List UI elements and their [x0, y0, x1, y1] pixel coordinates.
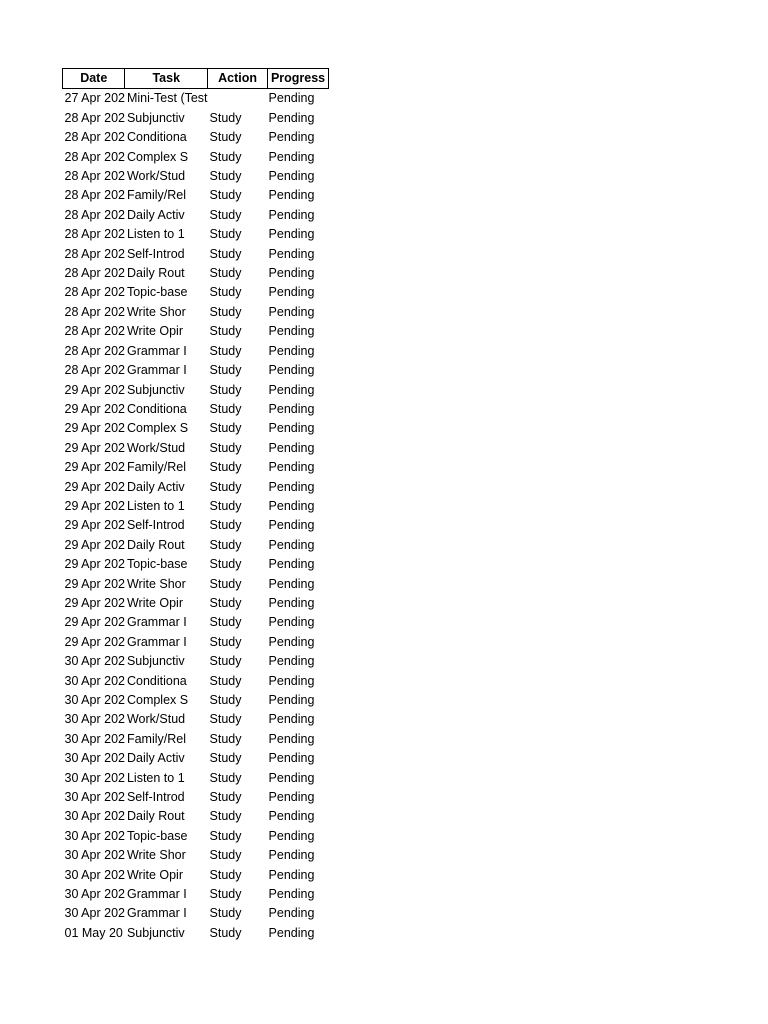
- cell-task[interactable]: Subjunctiv: [126, 925, 185, 940]
- cell-date[interactable]: 28 Apr 202: [64, 188, 125, 203]
- cell-date[interactable]: 30 Apr 202: [64, 731, 125, 746]
- cell-date[interactable]: 28 Apr 202: [64, 207, 125, 222]
- cell-date[interactable]: 30 Apr 202: [64, 654, 125, 669]
- cell-date[interactable]: 29 Apr 202: [64, 479, 125, 494]
- cell-action[interactable]: Study: [209, 207, 242, 222]
- cell-progress[interactable]: Pending: [268, 712, 315, 727]
- cell-progress[interactable]: Pending: [268, 207, 315, 222]
- cell-date[interactable]: 29 Apr 202: [64, 421, 125, 436]
- cell-task[interactable]: Subjunctiv: [126, 110, 185, 125]
- cell-task[interactable]: Conditiona: [126, 401, 187, 416]
- cell-date[interactable]: 28 Apr 202: [64, 130, 125, 145]
- table-row: [63, 245, 329, 264]
- table-row: [63, 89, 329, 109]
- cell-action[interactable]: Study: [209, 401, 242, 416]
- cell-task[interactable]: Complex S: [126, 421, 189, 436]
- cell-date[interactable]: 30 Apr 202: [64, 848, 125, 863]
- cell-task[interactable]: Daily Rout: [126, 537, 185, 552]
- cell-progress[interactable]: Pending: [268, 731, 315, 746]
- cell-progress[interactable]: Pending: [268, 634, 315, 649]
- table-row: [63, 827, 329, 846]
- cell-progress[interactable]: Pending: [268, 809, 315, 824]
- header-action: Action: [208, 69, 268, 89]
- cell-progress[interactable]: Pending: [268, 188, 315, 203]
- cell-action[interactable]: Study: [209, 479, 242, 494]
- table-row: [63, 283, 329, 302]
- cell-progress[interactable]: Pending: [268, 498, 315, 513]
- cell-progress[interactable]: Pending: [268, 401, 315, 416]
- table-row: [63, 186, 329, 205]
- cell-progress[interactable]: Pending: [268, 848, 315, 863]
- cell-action[interactable]: [208, 89, 268, 109]
- cell-action[interactable]: Study: [209, 227, 242, 242]
- cell-date[interactable]: 30 Apr 202: [64, 906, 125, 921]
- cell-task[interactable]: Family/Rel: [126, 188, 187, 203]
- table-body: [63, 89, 329, 943]
- cell-progress[interactable]: Pending: [268, 382, 315, 397]
- cell-date[interactable]: 28 Apr 202: [64, 110, 125, 125]
- cell-action[interactable]: Study: [209, 382, 242, 397]
- cell-task[interactable]: Work/Stud: [126, 169, 186, 184]
- table-row: [63, 788, 329, 807]
- cell-progress[interactable]: Pending: [268, 285, 315, 300]
- cell-task[interactable]: Write Shor: [126, 576, 186, 591]
- table-row: [63, 769, 329, 788]
- table-row: [63, 575, 329, 594]
- cell-action[interactable]: Study: [209, 731, 242, 746]
- cell-task[interactable]: Write Opir: [126, 867, 183, 882]
- table-row: [63, 264, 329, 283]
- cell-task[interactable]: Mini-Test (Test: [126, 91, 208, 106]
- cell-date[interactable]: 29 Apr 202: [64, 382, 125, 397]
- cell-task[interactable]: Work/Stud: [126, 440, 186, 455]
- table-row: [63, 478, 329, 497]
- cell-action[interactable]: Study: [209, 324, 242, 339]
- table-row: [63, 400, 329, 419]
- cell-date[interactable]: 28 Apr 202: [64, 343, 125, 358]
- cell-date[interactable]: 28 Apr 202: [64, 169, 125, 184]
- cell-task[interactable]: Listen to 1: [126, 498, 185, 513]
- cell-action[interactable]: Study: [209, 285, 242, 300]
- cell-date[interactable]: 30 Apr 202: [64, 693, 125, 707]
- cell-task[interactable]: Topic-base: [126, 557, 188, 572]
- cell-action[interactable]: Study: [209, 304, 242, 319]
- cell-date[interactable]: 29 Apr 202: [64, 615, 125, 630]
- cell-progress[interactable]: Pending: [268, 110, 315, 125]
- table-row: [63, 633, 329, 652]
- table-row: [63, 225, 329, 244]
- table-row: [63, 807, 329, 826]
- cell-action[interactable]: Study: [209, 906, 242, 921]
- header-row: [63, 69, 329, 89]
- cell-action[interactable]: Study: [209, 110, 242, 125]
- cell-action[interactable]: Study: [209, 130, 242, 145]
- cell-task[interactable]: Listen to 1: [126, 770, 185, 785]
- cell-task[interactable]: Conditiona: [126, 130, 187, 145]
- table-row: [63, 691, 329, 710]
- table-row: [63, 904, 329, 923]
- table-row: [63, 672, 329, 691]
- cell-date[interactable]: 29 Apr 202: [64, 595, 125, 610]
- table-row: [63, 516, 329, 535]
- cell-action[interactable]: Study: [209, 887, 242, 902]
- cell-progress[interactable]: Pending: [268, 460, 315, 475]
- cell-action[interactable]: Study: [209, 925, 242, 940]
- table-row: [63, 381, 329, 400]
- cell-date[interactable]: 28 Apr 202: [64, 149, 125, 164]
- cell-progress[interactable]: Pending: [268, 595, 315, 610]
- cell-task[interactable]: Write Opir: [126, 595, 183, 610]
- cell-action[interactable]: Study: [209, 343, 242, 358]
- cell-date[interactable]: 29 Apr 202: [64, 576, 125, 591]
- table-row: [63, 555, 329, 574]
- cell-progress[interactable]: Pending: [268, 557, 315, 572]
- cell-action[interactable]: Study: [209, 576, 242, 591]
- cell-date[interactable]: 29 Apr 202: [64, 634, 125, 649]
- cell-date[interactable]: 28 Apr 202: [64, 304, 125, 319]
- cell-progress[interactable]: Pending: [268, 537, 315, 552]
- cell-action[interactable]: Study: [209, 518, 242, 533]
- cell-progress[interactable]: Pending: [268, 887, 315, 902]
- cell-action[interactable]: Study: [209, 770, 242, 785]
- cell-task[interactable]: Daily Activ: [126, 479, 185, 494]
- table-row: [63, 128, 329, 147]
- table-row: [63, 749, 329, 768]
- cell-progress[interactable]: Pending: [268, 246, 315, 261]
- cell-progress[interactable]: Pending: [268, 770, 315, 785]
- cell-date[interactable]: 29 Apr 202: [64, 440, 125, 455]
- header-date: Date: [63, 69, 125, 89]
- cell-date[interactable]: 30 Apr 202: [64, 770, 125, 785]
- cell-task[interactable]: Complex S: [126, 149, 189, 164]
- cell-date[interactable]: 30 Apr 202: [64, 751, 125, 766]
- cell-action[interactable]: Study: [209, 363, 242, 378]
- cell-progress[interactable]: Pending: [268, 324, 315, 339]
- cell-action[interactable]: Study: [209, 693, 242, 707]
- cell-progress[interactable]: Pending: [268, 751, 315, 766]
- cell-progress[interactable]: Pending: [268, 304, 315, 319]
- cell-task[interactable]: Subjunctiv: [126, 382, 185, 397]
- cell-date[interactable]: 28 Apr 202: [64, 285, 125, 300]
- table-row: [63, 924, 329, 943]
- cell-progress[interactable]: Pending: [268, 343, 315, 358]
- cell-progress[interactable]: Pending: [268, 828, 315, 843]
- cell-progress[interactable]: Pending: [268, 654, 315, 669]
- cell-date[interactable]: 29 Apr 202: [64, 557, 125, 572]
- cell-date[interactable]: 30 Apr 202: [64, 867, 125, 882]
- cell-progress[interactable]: Pending: [268, 266, 315, 281]
- header-task: Task: [125, 69, 208, 89]
- cell-progress[interactable]: Pending: [268, 130, 315, 145]
- table-row: [63, 613, 329, 632]
- table-row: [63, 148, 329, 167]
- cell-date[interactable]: 28 Apr 202: [64, 266, 125, 281]
- cell-date[interactable]: 29 Apr 202: [64, 518, 125, 533]
- cell-action[interactable]: Study: [209, 498, 242, 513]
- cell-task[interactable]: Topic-base: [126, 828, 188, 843]
- cell-action[interactable]: Study: [209, 188, 242, 203]
- table-row: [63, 730, 329, 749]
- cell-task[interactable]: Self-Introd: [126, 246, 185, 261]
- cell-date[interactable]: 28 Apr 202: [64, 227, 125, 242]
- cell-progress[interactable]: Pending: [268, 576, 315, 591]
- cell-date[interactable]: 29 Apr 202: [64, 460, 125, 475]
- cell-action[interactable]: Study: [209, 790, 242, 805]
- cell-task[interactable]: Listen to 1: [126, 227, 185, 242]
- cell-task[interactable]: Grammar I: [126, 634, 187, 649]
- cell-task[interactable]: Subjunctiv: [126, 654, 185, 669]
- table-row: [63, 206, 329, 225]
- cell-action[interactable]: Study: [209, 460, 242, 475]
- cell-progress[interactable]: Pending: [268, 227, 315, 242]
- table-row: [63, 303, 329, 322]
- cell-action[interactable]: Study: [209, 634, 242, 649]
- table-row: [63, 342, 329, 361]
- cell-date[interactable]: 30 Apr 202: [64, 712, 125, 727]
- cell-task[interactable]: Work/Stud: [126, 712, 186, 727]
- cell-progress[interactable]: Pending: [268, 906, 315, 921]
- cell-date[interactable]: 30 Apr 202: [64, 673, 125, 688]
- table-row: [63, 497, 329, 516]
- cell-date[interactable]: 27 Apr 202: [64, 91, 125, 106]
- cell-action[interactable]: Study: [209, 440, 242, 455]
- cell-task[interactable]: Grammar I: [126, 906, 187, 921]
- cell-action[interactable]: Study: [209, 751, 242, 766]
- table-row: [63, 439, 329, 458]
- cell-action[interactable]: Study: [209, 266, 242, 281]
- cell-progress[interactable]: Pending: [268, 693, 315, 707]
- cell-progress[interactable]: Pending: [268, 169, 315, 184]
- cell-date[interactable]: 28 Apr 202: [64, 324, 125, 339]
- cell-task[interactable]: Family/Rel: [126, 460, 187, 475]
- cell-date[interactable]: 30 Apr 202: [64, 809, 125, 824]
- cell-date[interactable]: 01 May 20: [64, 925, 123, 940]
- cell-date[interactable]: 29 Apr 202: [64, 401, 125, 416]
- header-progress: Progress: [268, 69, 329, 89]
- cell-action[interactable]: Study: [209, 595, 242, 610]
- cell-task[interactable]: Topic-base: [126, 285, 188, 300]
- cell-task[interactable]: Complex S: [126, 693, 189, 707]
- cell-progress[interactable]: Pending: [268, 790, 315, 805]
- cell-progress[interactable]: Pending: [268, 925, 315, 940]
- spreadsheet: [62, 68, 329, 943]
- table-row: [63, 109, 329, 128]
- cell-action[interactable]: Study: [209, 149, 242, 164]
- cell-task[interactable]: Grammar I: [126, 363, 187, 378]
- table-row: [63, 594, 329, 613]
- cell-date[interactable]: 28 Apr 202: [64, 246, 125, 261]
- cell-task[interactable]: Write Opir: [126, 324, 183, 339]
- cell-progress[interactable]: Pending: [268, 149, 315, 164]
- table-row: [63, 652, 329, 671]
- cell-action[interactable]: Study: [209, 557, 242, 572]
- cell-progress[interactable]: Pending: [268, 91, 315, 106]
- cell-progress[interactable]: Pending: [268, 479, 315, 494]
- cell-date[interactable]: 30 Apr 202: [64, 887, 125, 902]
- cell-task[interactable]: Grammar I: [126, 343, 187, 358]
- table-row: [63, 361, 329, 380]
- table-row: [63, 846, 329, 865]
- cell-date[interactable]: 30 Apr 202: [64, 828, 125, 843]
- cell-action[interactable]: Study: [209, 673, 242, 688]
- cell-action[interactable]: Study: [209, 615, 242, 630]
- cell-date[interactable]: 30 Apr 202: [64, 790, 125, 805]
- cell-date[interactable]: 28 Apr 202: [64, 363, 125, 378]
- table-row: [63, 866, 329, 885]
- table-row: [63, 419, 329, 438]
- cell-action[interactable]: Study: [209, 867, 242, 882]
- cell-task[interactable]: Conditiona: [126, 673, 187, 688]
- cell-progress[interactable]: Pending: [268, 867, 315, 882]
- table-row: [63, 885, 329, 904]
- cell-task[interactable]: Grammar I: [126, 887, 187, 902]
- cell-action[interactable]: Study: [209, 848, 242, 863]
- cell-action[interactable]: Study: [209, 537, 242, 552]
- cell-task[interactable]: Write Shor: [126, 304, 186, 319]
- cell-action[interactable]: Study: [209, 809, 242, 824]
- cell-progress[interactable]: Pending: [268, 673, 315, 688]
- cell-progress[interactable]: Pending: [268, 440, 315, 455]
- cell-action[interactable]: Study: [209, 654, 242, 669]
- cell-action[interactable]: Study: [209, 712, 242, 727]
- cell-progress[interactable]: Pending: [268, 363, 315, 378]
- table-row: [63, 710, 329, 729]
- cell-task[interactable]: Daily Activ: [126, 751, 185, 766]
- cell-action[interactable]: Study: [209, 421, 242, 436]
- cell-task[interactable]: Daily Activ: [126, 207, 185, 222]
- cell-task[interactable]: Self-Introd: [126, 790, 185, 805]
- cell-action[interactable]: Study: [209, 169, 242, 184]
- table-row: [63, 167, 329, 186]
- table-row: [63, 458, 329, 477]
- cell-progress[interactable]: Pending: [268, 615, 315, 630]
- cell-task[interactable]: Family/Rel: [126, 731, 187, 746]
- cell-progress[interactable]: Pending: [268, 518, 315, 533]
- table-row: [63, 322, 329, 341]
- table-row: [63, 536, 329, 555]
- cell-action[interactable]: Study: [209, 828, 242, 843]
- cell-task[interactable]: Grammar I: [126, 615, 187, 630]
- cell-task[interactable]: Self-Introd: [126, 518, 185, 533]
- cell-action[interactable]: Study: [209, 246, 242, 261]
- cell-progress[interactable]: Pending: [268, 421, 315, 436]
- cell-task[interactable]: Daily Rout: [126, 809, 185, 824]
- cell-task[interactable]: Daily Rout: [126, 266, 185, 281]
- cell-date[interactable]: 29 Apr 202: [64, 498, 125, 513]
- task-table: [62, 68, 329, 943]
- cell-date[interactable]: 29 Apr 202: [64, 537, 125, 552]
- cell-task[interactable]: Write Shor: [126, 848, 186, 863]
